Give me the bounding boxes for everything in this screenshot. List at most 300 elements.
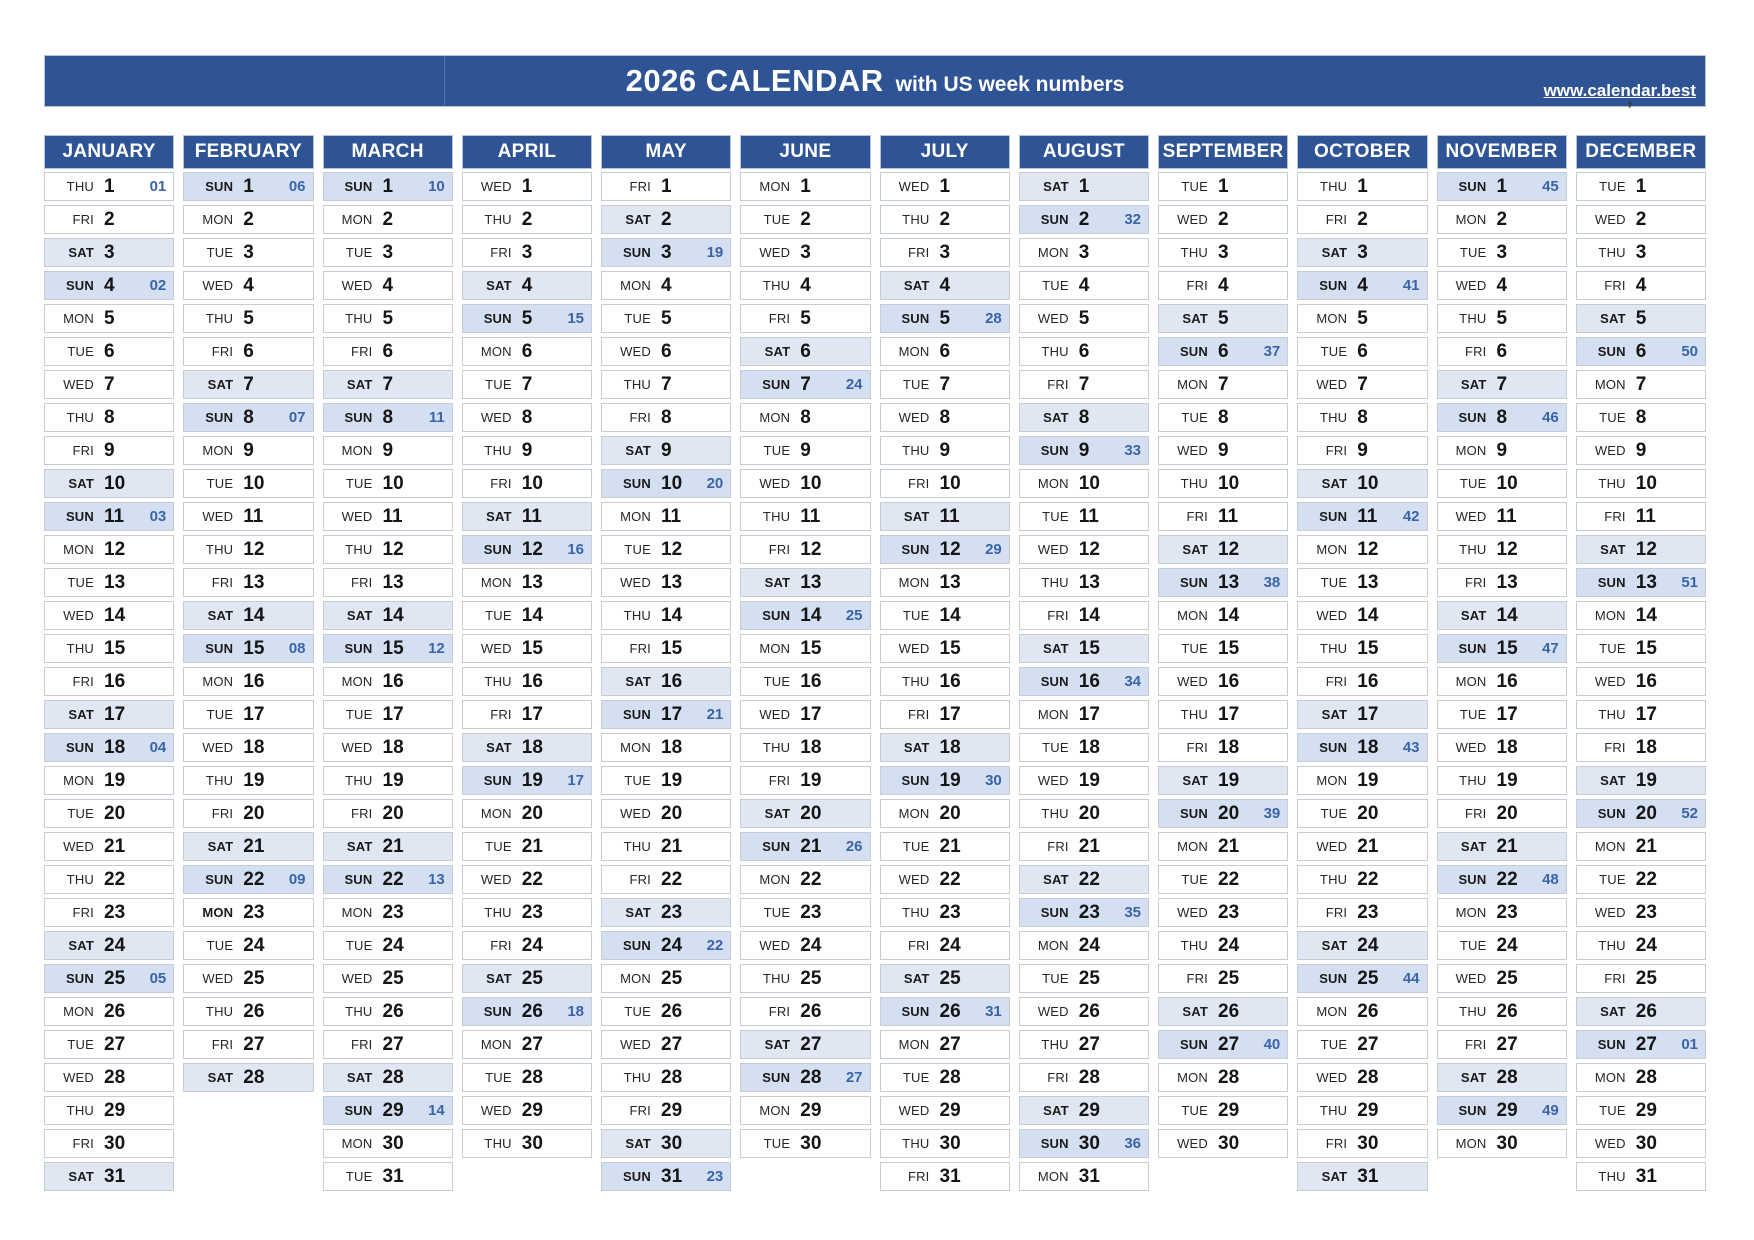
day-number: 27 — [800, 1033, 822, 1055]
day-abbr: SAT — [486, 278, 512, 293]
day-abbr: SAT — [68, 245, 94, 260]
day-abbr: WED — [1037, 1004, 1069, 1019]
day-abbr: MON — [480, 806, 512, 821]
week-number: 14 — [428, 1102, 445, 1119]
day-number: 9 — [1496, 439, 1508, 461]
day-number: 18 — [521, 736, 543, 758]
day-abbr: SUN — [65, 278, 94, 293]
day-number: 3 — [1635, 241, 1647, 263]
day-number: 14 — [382, 604, 404, 626]
week-number: 48 — [1542, 871, 1559, 888]
day-number: 9 — [1218, 439, 1229, 461]
day-abbr: WED — [898, 641, 930, 656]
day-abbr: WED — [620, 806, 651, 821]
day-row — [740, 832, 870, 861]
day-number: 25 — [104, 967, 126, 989]
day-abbr: TUE — [902, 1070, 930, 1085]
day-row — [183, 535, 313, 564]
day-abbr: TUE — [1459, 707, 1487, 722]
week-number: 15 — [567, 310, 584, 327]
day-number: 31 — [1357, 1165, 1379, 1187]
day-number: 12 — [521, 538, 543, 560]
day-abbr: THU — [345, 311, 373, 326]
day-number: 30 — [661, 1132, 683, 1154]
day-number: 13 — [1078, 571, 1100, 593]
day-number: 23 — [1496, 901, 1518, 923]
day-row — [1158, 469, 1288, 498]
day-number: 3 — [104, 241, 115, 263]
week-number: 12 — [428, 640, 445, 657]
day-number: 30 — [1218, 1132, 1240, 1154]
day-row — [601, 535, 731, 564]
day-number: 6 — [521, 340, 533, 362]
day-number: 2 — [382, 208, 394, 230]
day-number: 5 — [1078, 307, 1090, 329]
day-number: 7 — [1357, 373, 1368, 395]
day-row — [1297, 304, 1427, 333]
day-abbr: MON — [1455, 212, 1487, 227]
day-row — [601, 931, 731, 960]
day-row — [323, 271, 453, 300]
day-number: 8 — [243, 406, 254, 428]
day-abbr: WED — [1594, 443, 1626, 458]
day-number: 22 — [800, 868, 822, 890]
day-row — [1297, 238, 1427, 267]
day-abbr: MON — [1037, 1169, 1069, 1184]
day-abbr: SUN — [1040, 905, 1069, 920]
day-row — [1437, 337, 1567, 366]
day-number: 14 — [661, 604, 683, 626]
day-row — [44, 436, 174, 465]
day-abbr: MON — [1594, 377, 1626, 392]
day-abbr: THU — [66, 641, 94, 656]
day-row — [462, 667, 592, 696]
day-number: 20 — [661, 802, 683, 824]
day-number: 15 — [1635, 637, 1657, 659]
day-abbr: FRI — [72, 674, 94, 689]
day-row — [1019, 436, 1149, 465]
day-number: 1 — [800, 175, 811, 197]
day-number: 2 — [800, 208, 811, 230]
day-abbr: WED — [1594, 1136, 1626, 1151]
day-number: 17 — [521, 703, 543, 725]
week-number: 34 — [1124, 673, 1141, 690]
day-number: 26 — [521, 1000, 543, 1022]
day-abbr: THU — [623, 377, 651, 392]
week-number: 29 — [985, 541, 1002, 558]
day-number: 3 — [243, 241, 254, 263]
day-row — [1158, 733, 1288, 762]
day-row — [1297, 1162, 1427, 1191]
day-abbr: WED — [1037, 311, 1069, 326]
day-abbr: FRI — [907, 1169, 930, 1184]
header-bar — [44, 55, 1706, 107]
day-abbr: THU — [1319, 1103, 1348, 1118]
week-number: 49 — [1542, 1102, 1559, 1119]
day-number: 28 — [1357, 1066, 1379, 1088]
day-row — [1297, 601, 1427, 630]
day-number: 29 — [382, 1099, 404, 1121]
day-number: 20 — [1078, 802, 1100, 824]
week-number: 06 — [288, 178, 306, 195]
day-number: 6 — [661, 340, 672, 362]
day-number: 15 — [382, 637, 404, 659]
day-row — [44, 700, 174, 729]
day-abbr: SAT — [1043, 410, 1069, 425]
day-abbr: THU — [762, 509, 791, 524]
day-abbr: TUE — [1181, 872, 1208, 887]
day-number: 21 — [104, 835, 126, 857]
day-number: 13 — [1218, 571, 1240, 593]
day-abbr: MON — [480, 1037, 512, 1052]
day-number: 10 — [800, 472, 822, 494]
day-number: 16 — [1496, 670, 1518, 692]
day-abbr: SUN — [901, 1004, 930, 1019]
day-number: 17 — [1357, 703, 1379, 725]
day-row — [601, 469, 731, 498]
day-row — [1019, 370, 1149, 399]
day-abbr: MON — [759, 641, 791, 656]
day-abbr: MON — [1455, 443, 1487, 458]
day-row — [1158, 997, 1288, 1026]
day-number: 9 — [800, 439, 811, 461]
day-number: 31 — [104, 1165, 126, 1187]
day-abbr: MON — [1177, 377, 1208, 392]
day-abbr: SAT — [68, 938, 94, 953]
day-number: 10 — [939, 472, 961, 494]
day-number: 11 — [1635, 505, 1656, 527]
day-number: 21 — [1496, 835, 1518, 857]
day-row — [183, 172, 313, 201]
day-abbr: MON — [1037, 938, 1069, 953]
day-row — [1297, 469, 1427, 498]
day-abbr: SUN — [1319, 278, 1348, 293]
day-abbr: MON — [1316, 311, 1348, 326]
day-abbr: WED — [1177, 212, 1208, 227]
day-row — [601, 1063, 731, 1092]
day-number: 10 — [1078, 472, 1100, 494]
day-abbr: MON — [898, 344, 930, 359]
day-abbr: SAT — [1043, 179, 1069, 194]
day-row — [601, 997, 731, 1026]
day-number: 18 — [939, 736, 961, 758]
day-abbr: SAT — [1460, 608, 1487, 623]
week-number: 27 — [845, 1069, 863, 1086]
day-abbr: MON — [1594, 608, 1626, 623]
day-row — [462, 172, 592, 201]
day-row — [1019, 733, 1149, 762]
day-row — [601, 700, 731, 729]
day-row — [1576, 304, 1706, 333]
day-number: 24 — [939, 934, 961, 956]
day-row — [880, 1063, 1010, 1092]
day-abbr: FRI — [907, 938, 930, 953]
day-row — [880, 634, 1010, 663]
day-number: 15 — [661, 637, 683, 659]
week-number: 10 — [428, 178, 445, 195]
day-number: 25 — [1496, 967, 1518, 989]
week-number: 24 — [845, 376, 863, 393]
day-number: 3 — [1496, 241, 1508, 263]
day-number: 19 — [1218, 769, 1240, 791]
day-number: 19 — [521, 769, 543, 791]
day-row — [880, 568, 1010, 597]
day-number: 2 — [1635, 208, 1647, 230]
day-abbr: WED — [480, 179, 512, 194]
day-abbr: TUE — [624, 1004, 651, 1019]
day-row — [1019, 205, 1149, 234]
week-number: 08 — [288, 640, 306, 657]
day-row — [740, 964, 870, 993]
day-row — [1576, 1096, 1706, 1125]
day-row — [323, 601, 453, 630]
day-number: 7 — [1078, 373, 1090, 395]
day-number: 10 — [521, 472, 543, 494]
day-abbr: THU — [1598, 707, 1626, 722]
day-row — [323, 568, 453, 597]
day-number: 24 — [1357, 934, 1379, 956]
day-number: 12 — [1357, 538, 1379, 560]
day-row — [323, 634, 453, 663]
day-number: 6 — [1357, 340, 1368, 362]
day-abbr: TUE — [1459, 245, 1487, 260]
day-row — [462, 1030, 592, 1059]
day-number: 11 — [661, 505, 682, 527]
month-days — [880, 172, 1010, 1191]
day-number: 12 — [939, 538, 961, 560]
day-number: 16 — [800, 670, 822, 692]
day-abbr: MON — [63, 1004, 94, 1019]
day-abbr: SAT — [1600, 773, 1626, 788]
day-row — [462, 700, 592, 729]
day-abbr: SUN — [65, 971, 94, 986]
day-row — [1019, 634, 1149, 663]
day-abbr: SAT — [1182, 311, 1208, 326]
day-row — [740, 766, 870, 795]
day-row — [323, 898, 453, 927]
day-abbr: SAT — [207, 608, 234, 623]
day-row — [740, 898, 870, 927]
day-abbr: SAT — [903, 278, 930, 293]
day-abbr: SUN — [762, 1070, 791, 1085]
day-row — [44, 799, 174, 828]
day-abbr: THU — [205, 311, 234, 326]
week-number: 50 — [1681, 343, 1698, 360]
day-abbr: THU — [902, 674, 930, 689]
day-number: 7 — [1635, 373, 1647, 395]
day-number: 7 — [382, 373, 394, 395]
day-row — [1297, 337, 1427, 366]
day-abbr: SUN — [483, 773, 512, 788]
day-abbr: SAT — [625, 1136, 651, 1151]
day-abbr: SUN — [1040, 674, 1069, 689]
day-row — [1158, 271, 1288, 300]
month-title: FEBRUARY — [183, 135, 313, 169]
day-row — [44, 832, 174, 861]
day-abbr: FRI — [1464, 1037, 1487, 1052]
day-abbr: THU — [1180, 707, 1208, 722]
day-row — [323, 370, 453, 399]
day-row — [740, 634, 870, 663]
day-number: 28 — [1218, 1066, 1240, 1088]
day-row — [1158, 205, 1288, 234]
day-row — [323, 865, 453, 894]
week-number: 51 — [1681, 574, 1698, 591]
day-abbr: MON — [63, 542, 94, 557]
day-row — [601, 403, 731, 432]
day-abbr: MON — [1037, 476, 1069, 491]
month-column-november — [1437, 135, 1567, 1191]
day-row — [1158, 172, 1288, 201]
day-number: 28 — [104, 1066, 126, 1088]
day-abbr: WED — [480, 410, 512, 425]
month-column-august — [1019, 135, 1149, 1191]
month-days — [462, 172, 592, 1158]
week-number: 18 — [567, 1003, 584, 1020]
day-number: 4 — [661, 274, 672, 296]
day-abbr: MON — [759, 179, 791, 194]
day-number: 26 — [1635, 1000, 1657, 1022]
day-row — [880, 271, 1010, 300]
day-row — [740, 172, 870, 201]
day-number: 23 — [1078, 901, 1100, 923]
day-number: 21 — [939, 835, 961, 857]
day-abbr: SAT — [903, 971, 930, 986]
day-abbr: MON — [480, 575, 512, 590]
day-row — [880, 931, 1010, 960]
day-number: 4 — [382, 274, 394, 296]
day-number: 11 — [1218, 505, 1239, 527]
day-number: 9 — [1357, 439, 1368, 461]
day-abbr: TUE — [1181, 1103, 1208, 1118]
day-number: 12 — [1635, 538, 1657, 560]
day-row — [880, 1030, 1010, 1059]
day-number: 26 — [104, 1000, 126, 1022]
day-row — [183, 898, 313, 927]
day-abbr: SAT — [764, 575, 791, 590]
day-row — [183, 634, 313, 663]
day-abbr: WED — [63, 839, 94, 854]
day-row — [1158, 865, 1288, 894]
day-number: 14 — [939, 604, 961, 626]
day-number: 4 — [800, 274, 811, 296]
day-row — [323, 1129, 453, 1158]
day-row — [880, 304, 1010, 333]
day-number: 8 — [382, 406, 394, 428]
day-number: 8 — [1496, 406, 1508, 428]
day-row — [323, 1096, 453, 1125]
day-number: 13 — [1635, 571, 1657, 593]
day-number: 9 — [1635, 439, 1647, 461]
day-row — [183, 502, 313, 531]
day-abbr: SAT — [68, 476, 94, 491]
day-abbr: WED — [480, 641, 512, 656]
day-row — [462, 964, 592, 993]
day-abbr: SUN — [1040, 1136, 1069, 1151]
day-abbr: TUE — [485, 1070, 512, 1085]
day-number: 21 — [661, 835, 683, 857]
day-row — [183, 238, 313, 267]
day-row — [1019, 1162, 1149, 1191]
day-row — [1437, 172, 1567, 201]
day-row — [601, 964, 731, 993]
day-number: 16 — [661, 670, 683, 692]
day-row — [1158, 238, 1288, 267]
day-row — [1576, 799, 1706, 828]
day-row — [740, 502, 870, 531]
day-row — [183, 1030, 313, 1059]
day-abbr: SAT — [764, 1037, 791, 1052]
day-row — [44, 997, 174, 1026]
day-abbr: SUN — [205, 872, 234, 887]
day-number: 6 — [939, 340, 951, 362]
day-number: 1 — [1078, 175, 1090, 197]
day-number: 30 — [939, 1132, 961, 1154]
day-number: 18 — [1357, 736, 1379, 758]
day-row — [880, 370, 1010, 399]
day-number: 24 — [661, 934, 683, 956]
day-abbr: FRI — [211, 1037, 234, 1052]
day-row — [462, 502, 592, 531]
day-abbr: SUN — [205, 410, 234, 425]
day-abbr: THU — [1319, 179, 1348, 194]
day-number: 30 — [800, 1132, 822, 1154]
day-row — [1576, 865, 1706, 894]
day-abbr: TUE — [67, 575, 94, 590]
day-abbr: THU — [1459, 311, 1487, 326]
website-link[interactable]: www.calendar.best — [1543, 81, 1696, 100]
day-row — [1019, 997, 1149, 1026]
day-row — [1437, 931, 1567, 960]
day-number: 24 — [800, 934, 822, 956]
week-number: 37 — [1263, 343, 1281, 360]
day-row — [1158, 964, 1288, 993]
day-abbr: SUN — [1597, 575, 1626, 590]
day-row — [1019, 535, 1149, 564]
day-number: 30 — [1078, 1132, 1100, 1154]
day-number: 22 — [939, 868, 961, 890]
day-abbr: THU — [1041, 575, 1069, 590]
month-days — [740, 172, 870, 1158]
day-number: 22 — [382, 868, 404, 890]
day-row — [880, 601, 1010, 630]
day-row — [1019, 898, 1149, 927]
day-number: 16 — [1635, 670, 1657, 692]
month-column-april — [462, 135, 592, 1191]
day-number: 16 — [104, 670, 126, 692]
day-number: 26 — [1218, 1000, 1240, 1022]
day-row — [1576, 502, 1706, 531]
month-column-july — [880, 135, 1010, 1191]
day-row — [740, 1129, 870, 1158]
day-row — [462, 271, 592, 300]
day-row — [1437, 568, 1567, 597]
day-abbr: FRI — [1186, 278, 1208, 293]
day-abbr: SAT — [1182, 1004, 1208, 1019]
day-abbr: FRI — [1186, 740, 1208, 755]
day-row — [880, 205, 1010, 234]
day-abbr: FRI — [72, 443, 94, 458]
week-number: 19 — [706, 244, 724, 261]
day-abbr: THU — [1459, 773, 1487, 788]
day-abbr: FRI — [768, 542, 791, 557]
day-abbr: THU — [484, 674, 512, 689]
day-row — [1297, 568, 1427, 597]
day-number: 19 — [1357, 769, 1379, 791]
day-abbr: FRI — [907, 476, 930, 491]
day-row — [1019, 469, 1149, 498]
day-number: 21 — [243, 835, 265, 857]
